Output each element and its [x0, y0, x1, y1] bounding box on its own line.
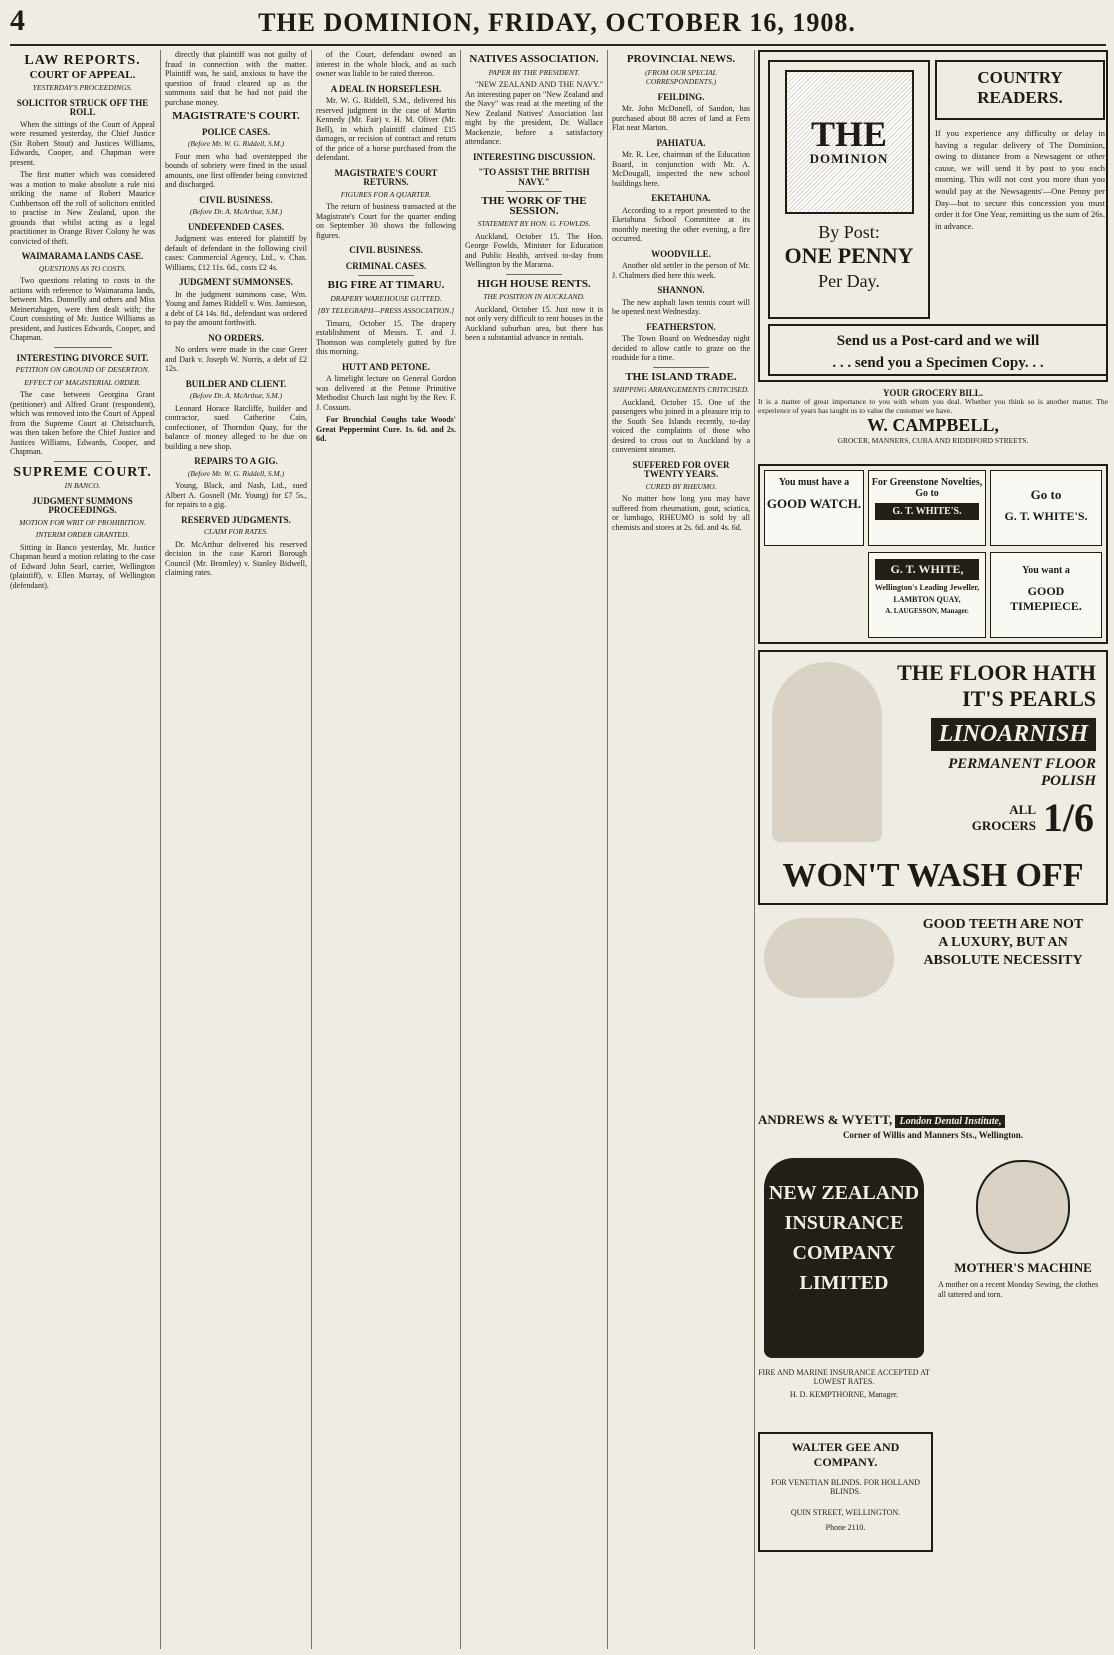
column-magistrates [165, 50, 307, 1649]
column-divider [311, 50, 312, 1649]
dental-firm-line [758, 1112, 1108, 1128]
repairs-heading: REPAIRS TO A GIG. [194, 456, 278, 466]
go-to-2: Go to [1030, 487, 1062, 502]
dental-line2: A LUXURY, BUT AN [938, 935, 1068, 950]
no-orders-heading: NO ORDERS. [208, 332, 264, 343]
petition-subheading: PETITION ON GROUND OF DESERTION. [15, 365, 150, 374]
postcard-banner [768, 324, 1108, 376]
rents-heading: HIGH HOUSE RENTS. [477, 277, 591, 290]
interim-body: Sitting in Banco yesterday, Mr. Justice Chapman heard a motion relating to the case of Edward John Searl, carrier, Wellington (plaintiff), v. Ellen Murray, of Wellington (defendant). [10, 542, 155, 590]
singer-title: MOTHER'S MACHINE [954, 1260, 1092, 1275]
shipping-subheading: SHIPPING ARRANGEMENTS CRITICISED. [612, 385, 750, 394]
hutt-body: A limelight lecture on General Gordon was delivered at the Petone Primitive Methodist Church last night by the Rev. F. J. Cossum. [316, 374, 456, 412]
horse-heading: A DEAL IN HORSEFLESH. [330, 83, 442, 94]
case-solicitor-intro: When the sittings of the Court of Appeal were resumed yesterday, the Chief Justice (Sir Robert Stout) and Justices Williams, Edwards, Cooper, and Chapman were present. [10, 119, 155, 167]
dominion-logo [785, 70, 914, 214]
whites-ad [758, 464, 1108, 644]
returns-heading: MAGISTRATE'S COURT RETURNS. [334, 167, 438, 187]
police-cases-heading: POLICE CASES. [201, 126, 271, 137]
rents-body: Auckland, October 15. Just now it is not only very difficult to rent houses in the Auckland suburban area, but there has been a substantial advance in rentals. [465, 304, 603, 342]
wont-wash-off: WON'T WASH OFF [782, 857, 1084, 894]
column-divider [754, 50, 755, 1649]
grocery-address: GROCER, MANNERS, CUBA AND RIDDIFORD STREETS. [837, 436, 1029, 445]
grocery-name: W. CAMPBELL, [867, 415, 999, 435]
fire-heading: BIG FIRE AT TIMARU. [327, 279, 445, 291]
must-have: You must have a [778, 477, 850, 488]
judgment-summonses-body: In the judgment summons case, Wm. Young and James Riddell v. Wm. Jamieson, a debt of £4 14s. 8d., defendant was ordered to pay the amount forthwith. [165, 289, 307, 327]
interim-subheading: INTERIM ORDER GRANTED. [35, 530, 130, 539]
eketahuna-heading: EKETAHUNA. [651, 193, 711, 203]
eketahuna-body: According to a report presented to the Eketahuna School Committee at its monthly meeting the other evening, a fire occurred. [612, 205, 750, 243]
separator [54, 347, 112, 348]
featherston-heading: FEATHERSTON. [646, 321, 716, 332]
feilding-heading: FEILDING. [657, 91, 705, 102]
linoarnish-heading [897, 660, 1096, 712]
postcard-line2: . . . send you a Specimen Copy. . . [832, 355, 1044, 371]
singer-body: A mother on a recent Monday Sewing, the clothes all tattered and torn. [938, 1280, 1099, 1299]
col3-intro: of the Court, defendant owned an interest in the whole block, and as such owner was liable to be rated thereon. [316, 50, 456, 78]
insurance-ad [758, 1154, 933, 1424]
fire-body: Timaru, October 15. The drapery establishment of Messrs. T. and J. Thomson was completely gutted by fire this morning. [316, 318, 456, 356]
law-reports-heading: LAW REPORTS. [24, 53, 141, 68]
repairs-body: Young, Black, and Nash, Ltd., sued Albert A. Gosnell (Mr. Young) for £7 5s., for repairs to a gig. [165, 481, 307, 509]
dental-institute: London Dental Institute, [895, 1115, 1005, 1128]
dental-address: Corner of Willis and Manners Sts., Wellington. [842, 1130, 1024, 1140]
linoarnish-ad [758, 650, 1108, 905]
woodville-body: Another old settler in the person of Mr. J. Chalmers died here this week. [612, 261, 750, 280]
civil-bench: (Before Dr. A. McArthur, S.M.) [189, 207, 283, 216]
case-solicitor-body: The first matter which was considered was a motion to make absolute a rule nisi striking the name of Robert Maurice Cuthbertson off the roll of solicitors entitled to practise in New Zealand, upon the grounds that whilst acting as a legal practitioner in Orange River Colony he was convicted of theft. [10, 170, 155, 246]
shannon-body: The new asphalt lawn tennis court will be opened next Wednesday. [612, 297, 750, 316]
divorce-heading: INTERESTING DIVORCE SUIT. [16, 352, 149, 363]
country-title-line1: COUNTRY [977, 68, 1063, 87]
walter-name: WALTER GEE AND COMPANY. [791, 1440, 900, 1469]
drapery-subheading: DRAPERY WAREHOUSE GUTTED. [330, 293, 442, 303]
woodville-heading: WOODVILLE. [651, 248, 711, 259]
natives-heading: NATIVES ASSOCIATION. [469, 53, 599, 65]
walter-phone: Phone 2110. [825, 1523, 866, 1532]
hutt-heading: HUTT AND PETONE. [342, 361, 430, 372]
postcard-line1: Send us a Post-card and we will [836, 333, 1040, 349]
country-title-line2: READERS. [977, 88, 1063, 107]
no-orders-body: No orders were made in the case Greer and Dark v. Joseph W. Norris, a debt of £2 12s. [165, 345, 307, 373]
insurance-agent: H. D. KEMPTHORNE, Manager. [789, 1390, 899, 1399]
cough-footer: For Bronchial Coughs take Woods' Great Peppermint Cure. 1s. 6d. and 2s. 6d. [316, 415, 456, 443]
police-body: Four men who had overstepped the bounds of sobriety were fined in the usual amounts, one first offender being convicted and discharged. [165, 151, 307, 189]
go-to-panel [990, 470, 1102, 546]
costs-subheading: QUESTIONS AS TO COSTS. [38, 263, 127, 273]
undefended-body: Judgment was entered for plaintiff by default of defendant in the following civil cases: Commercial Agency, Ltd., v. Chas. Williams, £12 11s. 6d., costs £2 4s. [165, 234, 307, 272]
discussion-heading: INTERESTING DISCUSSION. [472, 151, 596, 162]
dental-line3: ABSOLUTE NECESSITY [923, 953, 1083, 968]
civil-heading: CIVIL BUSINESS. [349, 245, 423, 255]
logo-dominion: DOMINION [809, 151, 889, 166]
builder-bench: (Before Dr. A. McArthur, S.M.) [189, 391, 283, 400]
separator [358, 275, 414, 276]
session-heading: THE WORK OF THE SESSION. [481, 195, 587, 217]
page-number: 4 [10, 4, 25, 37]
greenstone: For Greenstone Novelties, [871, 477, 983, 488]
undefended-heading: UNDEFENDED CASES. [187, 221, 285, 232]
figures-body: The return of business transacted at the Magistrate's Court for the quarter ending on September 30 shows the following figures. [316, 202, 456, 240]
country-readers-body [935, 128, 1105, 232]
one-penny: ONE PENNY [784, 243, 914, 268]
column-divider [160, 50, 161, 1649]
dental-line1: GOOD TEETH ARE NOT [922, 917, 1084, 932]
court-of-appeal-heading: COURT OF APPEAL. [29, 68, 136, 81]
its-pearls: IT'S PEARLS [962, 686, 1096, 711]
criminal-heading: CRIMINAL CASES. [345, 260, 427, 271]
supreme-court-heading: SUPREME COURT. [13, 464, 152, 480]
effect-subheading: EFFECT OF MAGISTERIAL ORDER. [24, 377, 141, 387]
repairs-bench: (Before Mr. W. G. Riddell, S.M.) [187, 468, 285, 478]
position-subheading: THE POSITION IN AUCKLAND. [483, 292, 585, 301]
column-divider [607, 50, 608, 1649]
price: 1/6 [1042, 795, 1094, 840]
judgment-summons-heading: JUDGMENT SUMMONS PROCEEDINGS. [32, 495, 133, 515]
grocery-ad [758, 388, 1108, 458]
builder-body: Leonard Horace Ratcliffe, builder and contractor, sued Catherine Cain, confectioner, of Thorndon Quay, for the balance of money alleged to be due on building a new shop. [165, 403, 307, 451]
waimarama-heading: WAIMARAMA LANDS CASE. [21, 251, 144, 261]
timepiece-panel [990, 552, 1102, 638]
linoarnish-brand: LINOARNISH [931, 718, 1096, 751]
builder-heading: BUILDER AND CLIENT. [185, 378, 287, 389]
walter-gee-ad [758, 1432, 933, 1552]
lady-illustration [772, 662, 882, 842]
dominion-ad-frame [758, 50, 1108, 382]
costs-body: Two questions relating to costs in the actions with reference to Waimarama lands, between Mrs. Donnelly and others and Miss Meinertzhagen, were then dealt with; the Court consisting of Mr. Justice Williams as president, and Justices Edwards, Cooper, and Chapman. [10, 276, 155, 342]
judgment-summonses-heading: JUDGMENT SUMMONSES. [179, 277, 293, 287]
feilding-body: Mr. John McDonell, of Sandon, has purchased about 88 acres of land at Fern Flat near Marton. [612, 104, 750, 132]
figures-subheading: FIGURES FOR A QUARTER. [340, 189, 432, 199]
shop-name-1: G. T. WHITE'S. [875, 503, 979, 520]
col2-intro: directly that plaintiff was not guilty of fraud in connection with the matter. Plaintiff was, he said, anxious to have the question of fraud cleared up as the summons said that he had not paid the purchase money. [165, 50, 307, 107]
column-provincial [612, 50, 750, 1649]
jeweller-name: G. T. WHITE, [875, 559, 979, 580]
civil-business-heading: CIVIL BUSINESS. [199, 194, 273, 205]
dental-heading [903, 916, 1103, 970]
dental-firm: ANDREWS & WYETT, [758, 1112, 893, 1127]
watch-panel [764, 470, 864, 546]
island-heading: THE ISLAND TRADE. [625, 370, 737, 383]
masthead-rule [10, 44, 1106, 46]
column-natives [465, 50, 603, 1649]
per-day: Per Day. [818, 271, 880, 291]
dominion-card [768, 60, 930, 319]
pahiatua-heading: PAHIATUA. [656, 137, 706, 148]
insurance-risks: FIRE AND MARINE INSURANCE ACCEPTED AT LOWEST RATES. [758, 1368, 930, 1386]
horse-body: Mr. W. G. Riddell, S.M., delivered his reserved judgment in the case of Martin Kennedy (Mr. Fair) v. H. M. Oliver (Mr. Bell), in which plaintiff claimed £15 damages, or recision of contract and return of the price of a horse purchased from the defendant. [316, 96, 456, 162]
statement-subheading: STATEMENT BY HON. G. FOWLDS. [477, 219, 591, 228]
floor-polish: PERMANENT FLOOR POLISH [948, 756, 1096, 789]
masthead-title: THE DOMINION, FRIDAY, OCTOBER 16, 1908. [258, 8, 856, 37]
paper-subheading: PAPER BY THE PRESIDENT. [488, 67, 580, 77]
column-law-reports [10, 50, 155, 1649]
masthead [0, 4, 1114, 38]
want: You want a [1022, 565, 1070, 576]
country-body-1: If you experience any difficulty or delay in having a regular delivery of The Dominion, owing to distance from a Newsagent or other cause, we will send it by post to you each morning. This will not cost you more than you would pay at the Newsagents'—One Penny per Day—but to secure this concession you must order it for One Year, remitting us the sum of 26s. in advance. [935, 128, 1105, 231]
good-watch: GOOD WATCH. [766, 496, 862, 511]
all: ALL [1009, 802, 1036, 817]
grocery-body: It is a matter of great importance to you with whom you deal. Whether you think so is another matter. The experience of years has taught us to value the customer we have. [758, 397, 1108, 415]
featherston-body: The Town Board on Wednesday night decided to allow cattle to graze on the roadside for a time. [612, 334, 750, 362]
cured-body: No matter how long you may have suffered from rheumatism, gout, sciatica, or lumbago, RHEUMO is sold by all chemists and stores at 2s. 6d. and 4s. 6d. [612, 494, 750, 532]
island-body: Auckland, October 15. One of the passengers who joined in a pleasure trip to the South Sea Islands recently, to-day voiced the complaints of those who desired to cross out to Auckland by a convenient steamer. [612, 397, 750, 454]
yesterday-subheading: YESTERDAY'S PROCEEDINGS. [32, 83, 133, 92]
column-divider [460, 50, 461, 1649]
walter-address: QUIN STREET, WELLINGTON. [790, 1508, 901, 1517]
greenstone-panel [868, 470, 986, 546]
insurance-name: NEW ZEALAND INSURANCE COMPANY LIMITED [764, 1158, 924, 1358]
magistrates-court-heading: MAGISTRATE'S COURT. [172, 110, 300, 122]
shop-name-2: G. T. WHITE'S. [1004, 509, 1088, 523]
jeweller-desc: Wellington's Leading Jeweller, [874, 583, 980, 592]
separator [506, 191, 561, 192]
suffered-heading: SUFFERED FOR OVER TWENTY YEARS. [632, 459, 730, 479]
shannon-heading: SHANNON. [657, 285, 705, 295]
telegraph-credit: [BY TELEGRAPH—PRESS ASSOCIATION.] [317, 306, 455, 315]
separator [54, 461, 112, 462]
teeth-illustration [764, 918, 894, 998]
go-to-1: Go to [915, 488, 939, 499]
cured-subheading: CURED BY RHEUMO. [645, 481, 717, 491]
provincial-source: (FROM OUR SPECIAL CORRESPONDENTS.) [645, 67, 717, 86]
claim-body: Dr. McArthur delivered his reserved decision in the case Karori Borough Council (Mr. Bromley) v. Stanley Bidwell, claiming rates. [165, 539, 307, 577]
session-body: Auckland, October 15. The Hon. George Fowlds, Minister for Education and Public Health, arrived to-day from Wellington by the Mararoa. [465, 231, 603, 269]
grocers: GROCERS [971, 818, 1036, 833]
timepiece: GOOD TIMEPIECE. [1010, 584, 1082, 613]
singer-ad [938, 1154, 1108, 1534]
motion-subheading: MOTION FOR WRIT OF PROHIBITION. [19, 517, 146, 527]
case-solicitor-heading: SOLICITOR STRUCK OFF THE ROLL [16, 97, 149, 117]
floor-hath: THE FLOOR HATH [897, 660, 1096, 685]
singer-logo [976, 1160, 1070, 1254]
reserved-heading: RESERVED JUDGMENTS. [181, 514, 291, 525]
claim-subheading: CLAIM FOR RATES. [203, 527, 269, 536]
pahiatua-body: Mr. R. Lee, chairman of the Education Board, in conjunction with Mr. A. McDougall, inspected the new school buildings here. [612, 150, 750, 188]
natives-intro: "NEW ZEALAND AND THE NAVY." An interesting paper on "New Zealand and the Navy" was read at the meeting of the New Zealand Natives' Association last night by the president, Dr. Wallace Mackenzie, before a satisfactory attendance. [465, 80, 603, 146]
grocery-title: YOUR GROCERY BILL. [882, 388, 984, 398]
by-post: By Post: [818, 222, 880, 242]
jeweller-manager: A. LAUGESSON, Manager. [885, 607, 969, 615]
separator [653, 367, 708, 368]
in-banco-subheading: IN BANCO. [64, 481, 101, 490]
assist-heading: "TO ASSIST THE BRITISH NAVY." [478, 167, 590, 187]
separator [506, 274, 561, 275]
jeweller-address: LAMBTON QUAY, [893, 595, 961, 604]
column-court-returns [316, 50, 456, 1649]
divorce-body: The case between Georgina Grant (petitioner) and Alfred Grant (respondent), which was removed into the Court of Appeal from the Supreme Court at Christchurch, was then taken before the Chief Justice and Justices Williams, Edwards, Cooper, and Chapman. [10, 390, 155, 456]
dental-ad [758, 912, 1108, 1148]
jeweller-panel [868, 552, 986, 638]
logo-the: THE [810, 114, 888, 154]
provincial-heading: PROVINCIAL NEWS. [626, 53, 736, 65]
walter-desc: FOR VENETIAN BLINDS. FOR HOLLAND BLINDS. [771, 1478, 920, 1496]
police-bench: (Before Mr. W. G. Riddell, S.M.) [187, 139, 285, 148]
ads-area [758, 50, 1108, 1650]
